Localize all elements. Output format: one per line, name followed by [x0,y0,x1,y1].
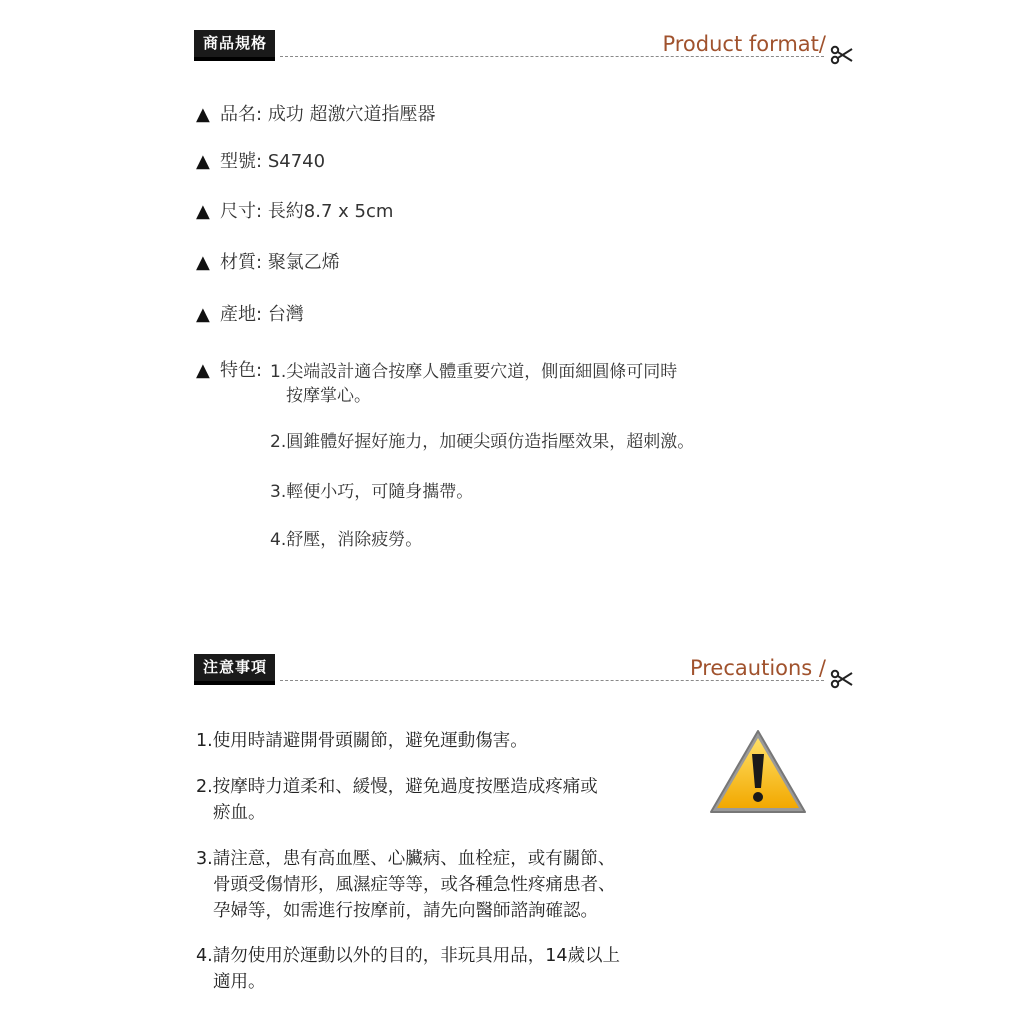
triangle-bullet-icon: ▲ [196,252,210,273]
spec-label: 品名: [220,104,263,125]
triangle-bullet-icon: ▲ [196,104,210,125]
notice-section-header [194,654,854,694]
notice-line: 1.使用時請避開骨頭關節，避免運動傷害。 [196,731,528,751]
notice-line: 4.請勿使用於運動以外的目的，非玩具用品，14歲以上 [196,946,620,966]
feature-item: 3.輕便小巧，可隨身攜帶。 [270,482,474,502]
spec-value: 長約8.7 x 5cm [267,201,394,222]
notice-section-tag: 注意事項 [194,654,275,685]
warning-triangle-icon [708,728,808,816]
dashed-divider [280,680,824,681]
notice-item [196,846,616,924]
triangle-bullet-icon: ▲ [196,151,210,172]
spec-row-model [196,150,325,174]
spec-label: 產地: [220,304,263,325]
notice-line-continued: 骨頭受傷情形，風濕症等等，或各種急性疼痛患者、 [213,875,616,895]
spec-value: 台灣 [267,304,304,325]
notice-section-title-en: Precautions / [689,656,826,680]
scissors-icon [830,44,854,66]
spec-row-name [196,103,436,127]
feature-item: 2.圓錐體好握好施力，加硬尖頭仿造指壓效果，超刺激。 [270,432,695,452]
feature-item: 4.舒壓，消除疲勞。 [270,530,423,550]
triangle-bullet-icon: ▲ [196,304,210,325]
feature-item-continued: 按摩掌心。 [286,386,371,406]
spec-row-size [196,200,393,224]
feature-item: 1.尖端設計適合按摩人體重要穴道，側面細圓條可同時 [270,362,678,382]
spec-row-material [196,251,340,275]
spec-label: 特色: [220,360,263,381]
notice-line: 2.按摩時力道柔和、緩慢，避免過度按壓造成疼痛或 [196,777,598,797]
triangle-bullet-icon: ▲ [196,360,210,381]
notice-line-continued: 孕婦等，如需進行按摩前，請先向醫師諮詢確認。 [213,901,598,921]
spec-row-features [196,359,262,383]
notice-line-continued: 適用。 [213,972,266,992]
notice-line-continued: 瘀血。 [213,803,266,823]
spec-label: 材質: [220,252,263,273]
spec-label: 尺寸: [220,201,263,222]
notice-line: 3.請注意，患有高血壓、心臟病、血栓症，或有關節、 [196,849,616,869]
spec-value: S4740 [267,151,326,172]
spec-value: 成功 超激穴道指壓器 [267,104,436,125]
spec-row-origin [196,303,304,327]
notice-item [196,728,528,754]
spec-label: 型號: [220,151,263,172]
dashed-divider [280,56,824,57]
notice-item [196,943,620,995]
spec-section-header [194,30,854,70]
triangle-bullet-icon: ▲ [196,201,210,222]
spec-value: 聚氯乙烯 [267,252,340,273]
spec-section-title-en: Product format/ [662,32,826,56]
spec-section-tag: 商品規格 [194,30,275,61]
scissors-icon [830,668,854,690]
notice-item [196,774,598,826]
